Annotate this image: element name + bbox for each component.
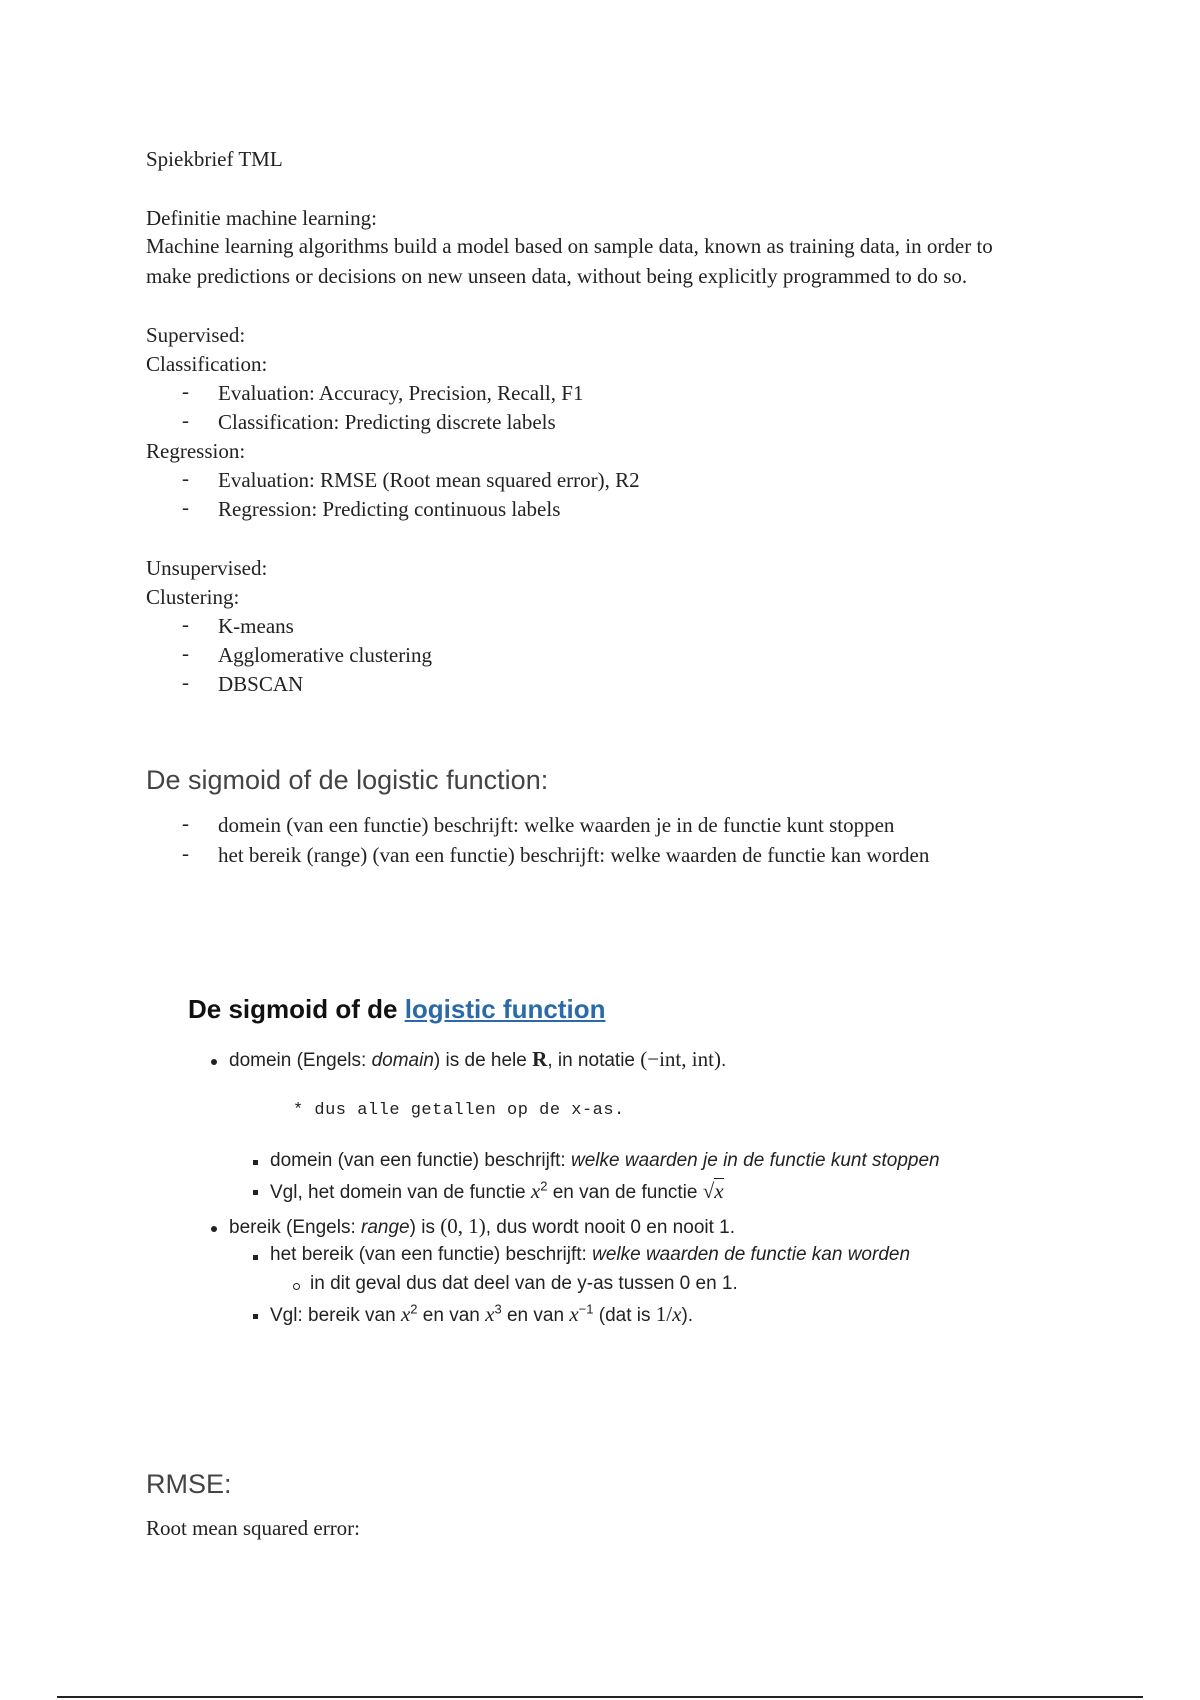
list-item: Regression: Predicting continuous labels	[218, 497, 561, 521]
code-note: * dus alle getallen op de x-as.	[293, 1101, 625, 1120]
list-item: Agglomerative clustering	[218, 643, 433, 667]
list-item: Classification: Predicting discrete labels	[218, 410, 556, 434]
dash-bullet: -	[182, 841, 189, 865]
bullet-dot	[211, 1226, 217, 1232]
bullet-square	[253, 1160, 258, 1165]
bereik-sub-line: in dit geval dus dat deel van de y-as tussen 0 en 1.	[310, 1273, 738, 1294]
bullet-ring	[293, 1283, 300, 1290]
vgl-domein-line: Vgl, het domein van de functie $x^2$ en van de functie √x	[270, 1178, 724, 1203]
bereik-desc-line: het bereik (van een functie) beschrijft: welke waarden de functie kan worden	[270, 1244, 911, 1265]
domein-line: domein (Engels: domain) is de hele R, in notatie (−int, int).	[229, 1047, 727, 1071]
dash-bullet: -	[182, 811, 189, 835]
regression-heading: Regression:	[146, 439, 246, 463]
classification-heading: Classification:	[146, 352, 268, 376]
excerpt-heading	[188, 994, 605, 1025]
domein-desc-line: domein (van een functie) beschrijft: welke waarden je in de functie kunt stoppen	[270, 1150, 940, 1171]
bullet-square	[253, 1255, 258, 1260]
rmse-heading: RMSE:	[146, 1469, 232, 1499]
list-item: Evaluation: Accuracy, Precision, Recall, F1	[218, 381, 584, 405]
dash-bullet: -	[182, 670, 189, 694]
rmse-text: Root mean squared error:	[146, 1516, 361, 1540]
clustering-heading: Clustering:	[146, 585, 240, 609]
document-title: Spiekbrief TML	[146, 147, 283, 171]
dash-bullet: -	[182, 495, 189, 519]
dash-bullet: -	[182, 466, 189, 490]
dash-bullet: -	[182, 408, 189, 432]
bullet-square	[253, 1314, 258, 1319]
bullet-square	[253, 1190, 258, 1195]
dash-bullet: -	[182, 641, 189, 665]
unsupervised-heading: Unsupervised:	[146, 556, 268, 580]
list-item: DBSCAN	[218, 672, 304, 696]
sqrt-symbol: √	[702, 1179, 715, 1203]
dash-bullet: -	[182, 379, 189, 403]
bereik-line: bereik (Engels: range) is (0, 1), dus wordt nooit 0 en nooit 1.	[229, 1214, 736, 1238]
vgl-bereik-line: Vgl: bereik van $x^2$ en van $x^3$ en van $x^{-1}$ (dat is 1/x).	[270, 1301, 694, 1326]
dash-bullet: -	[182, 612, 189, 636]
logistic-function-link[interactable]: logistic function	[404, 994, 606, 1024]
list-item: het bereik (range) (van een functie) beschrijft: welke waarden de functie kan worden	[218, 843, 930, 867]
sigmoid-heading: De sigmoid of de logistic function:	[146, 765, 549, 795]
definition-line-2: make predictions or decisions on new unseen data, without being explicitly programmed to do so.	[146, 264, 968, 288]
list-item: K-means	[218, 614, 294, 638]
page-bottom-rule	[57, 1696, 1143, 1698]
list-item: domein (van een functie) beschrijft: welke waarden je in de functie kunt stoppen	[218, 813, 895, 837]
excerpt-heading-prefix: De sigmoid of de	[188, 994, 405, 1024]
definition-line-1: Machine learning algorithms build a model based on sample data, known as training data, in order to	[146, 234, 993, 258]
supervised-heading: Supervised:	[146, 323, 246, 347]
bullet-dot	[211, 1059, 217, 1065]
list-item: Evaluation: RMSE (Root mean squared error), R2	[218, 468, 640, 492]
definition-heading: Definitie machine learning:	[146, 206, 377, 230]
